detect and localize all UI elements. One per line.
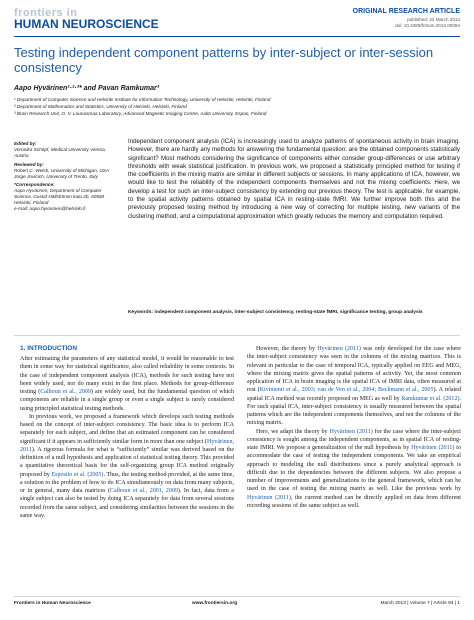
journal-brand: frontiers in [14, 7, 78, 19]
section-divider [14, 335, 460, 336]
correspondence-label: *Correspondence: [14, 182, 55, 188]
affiliation-2: ² Department of Mathematics and Statistics, University of Helsinki, Helsinki, Finland [14, 104, 187, 109]
intro-heading: 1. INTRODUCTION [20, 345, 78, 352]
edited-by-label: Edited by: [14, 141, 37, 146]
sidebar [14, 138, 120, 212]
paragraph: After estimating the parameters of any statistical model, it would be reasonable to test them in some way for statistical significance, also called reliability in some contexts. In the case of independent component analysis (ICA), methods for such testing have not been widely used, nor do many exist in the first place. Methods for group-difference testing (Calhoun et al., 2009) are widely used, but the fundamental question of which components are reliable in a single group or even a single subject is rarely considered using principled statistical testing methods. [20, 356, 234, 412]
paragraph: Here, we adapt the theory by Hyvärinen (2011) for the case where the inter-subject consistency is sought among the independent components, as in spatial ICA of resting-state fMRI. We propose a generalization of the null hypothesis by Hyvärinen (2011) to accommodate the case of testing the independent components. We take an empirical approach to modeling the null distributions since a purely analytical approach is difficult due to the dependencies between the different subjects. We also propose a number of improvements and generalizations to the general framework, which can be used in the case of testing the mixing matrix as well. Like the previous work by Hyvärinen (2011), the current method can be directly applied on data from different recording sessions of the same subject as well. [247, 428, 462, 509]
reviewed-by-label: Reviewed by: [14, 161, 44, 167]
citation-link[interactable]: Ramkumar et al. (2012) [401, 395, 460, 402]
reviewed-by: Robert C. Welsh, University of Michigan, USA Jorge Jovicich, University of Trento, Italy [14, 167, 109, 179]
affiliation-3: ³ Brain Research Unit, O. V. Lounasmaa Laboratory, Advanced Magnetic Imaging Centre, Aalto University, Espoo, Finland [14, 111, 267, 116]
keywords-label: Keywords: [128, 310, 154, 315]
journal-name: HUMAN NEUROSCIENCE [14, 17, 159, 31]
right-column [247, 345, 461, 510]
citation-link[interactable]: Hyvärinen (2011) [247, 494, 291, 501]
published-date: published: 22 March 2013 [407, 17, 460, 22]
footer-journal: Frontiers in Human Neuroscience [14, 601, 91, 606]
keywords-list: independent component analysis, inter-subject consistency, resting-state fMRI, significance testing, group analysis [154, 310, 423, 315]
citation-link[interactable]: Esposito et al. (2005) [51, 471, 104, 478]
header-rule [14, 36, 460, 37]
paragraph: However, the theory by Hyvärinen (2011) was only developed for the case where the inter-subject consistency was seen in the columns of the mixing matrices. This is relevant in particular to the case of temporal ICA, typically applied on EEG and MEG, where the mixing matrix gives the spatial patterns of activity. Yet, the most common application of ICA in brain imaging is the spatial ICA of fMRI data, often measured at rest (Kiviniemi et al., 2003; van de Ven et al., 2004; Beckmann et al., 2005). A related spatial ICA method was recently proposed on MEG as well by Ramkumar et al. (2012). For such spatial ICA, inter-subject consistency is usually measured between the spatial patterns which are the independent components themselves, and not the columns of the mixing matrix. [247, 346, 462, 427]
affiliation-1: ¹ Department of Computer Science and Helsinki Institute for Information Technology, University of Helsinki, Helsinki, Finland [14, 97, 271, 102]
authors: Aapo Hyvärinen¹·²·³* and Pavan Ramkumar³ [14, 85, 160, 92]
citation-link[interactable]: Hyvärinen, 2011 [20, 438, 234, 453]
footer-meta: March 2013 | Volume 7 | Article 94 | 1 [380, 601, 460, 606]
article-type: ORIGINAL RESEARCH ARTICLE [352, 8, 460, 15]
citation-link[interactable]: Hyvärinen (2011) [317, 346, 361, 352]
citation-link[interactable]: Calhoun et al., 2001, 2009 [109, 488, 178, 494]
abstract: Independent component analysis (ICA) is increasingly used to analyze patterns of spontaneous activity in brain imaging. However, there are hardly any methods for answering the fundamental question: are the obtained components statistically significant? Most methods considering the significance of components either consider group-differences or use arbitrary thresholds with weak statistical justification. In previous work, we proposed a statistically principled method for testing if the coefficients in the mixing matrix are similar in different subjects or sessions. In many applications of ICA, however, we would like to test the reliability of the independent components themselves and not the mixing coefficients. Here, we develop a test for such an inter-subject consistency by extending our previous theory. The test is applicable, for example, to the spatial activity patterns obtained by spatial ICA in resting-state fMRI. We further improve both this and the previously proposed testing method by introducing a new way of correcting for multiple testing, new variants of the clustering method, and a computational approximation which greatly reduces the memory and computation required. [128, 138, 460, 220]
citation-link[interactable]: Kiviniemi et al., 2003; van de Ven et al., 2004; Beckmann et al., 2005 [259, 387, 434, 394]
doi[interactable]: doi: 10.3389/fnhum.2013.00094 [395, 23, 460, 28]
correspondence: Aapo Hyvärinen, Department of Computer Science, Gustaf Hällströmin katu 2b, 00560 Helsinki, Finland e-mail: aapo.hyvarinen@helsinki.fi [14, 188, 105, 212]
article-title: Testing independent component patterns by inter-subject or inter-session consistency [14, 45, 434, 75]
citation-link[interactable]: Hyvärinen (2011) [329, 428, 373, 435]
keywords [128, 310, 460, 317]
citation-link[interactable]: Calhoun et al., 2009 [40, 389, 91, 395]
footer-url[interactable]: www.frontiersin.org [192, 601, 238, 606]
left-column [20, 355, 234, 520]
citation-link[interactable]: Hyvärinen (2011) [411, 445, 455, 451]
footer-rule [14, 596, 460, 597]
paragraph: In previous work, we proposed a framework which develops such testing methods based on the concept of inter-subject consistency. The basic idea is to perform ICA separately for each subject, and define that an estimated component can be considered significant if it appears in sufficiently similar form in more than one subject (Hyvärinen, 2011). A rigorous formula for what is “sufficiently” similar was derived based on the definition of a null hypothesis and application of statistical testing theory. This provided a quantitative theoretical basis for the self-organizing group ICA method originally proposed by Esposito et al. (2005). Thus, the testing method provided, at the same time, a solution to the problem of how to do ICA simultaneously on data from many subjects, or in general, many data matrices (Calhoun et al., 2001, 2009). In fact, data from a single subject can also be tested by doing ICA separately for data from several sessions recorded from the same subject, and considering similarities between the sessions in the same way. [20, 413, 234, 519]
edited-by: Veronika Schöpf, Medical University Vienna, Austria [14, 146, 106, 158]
